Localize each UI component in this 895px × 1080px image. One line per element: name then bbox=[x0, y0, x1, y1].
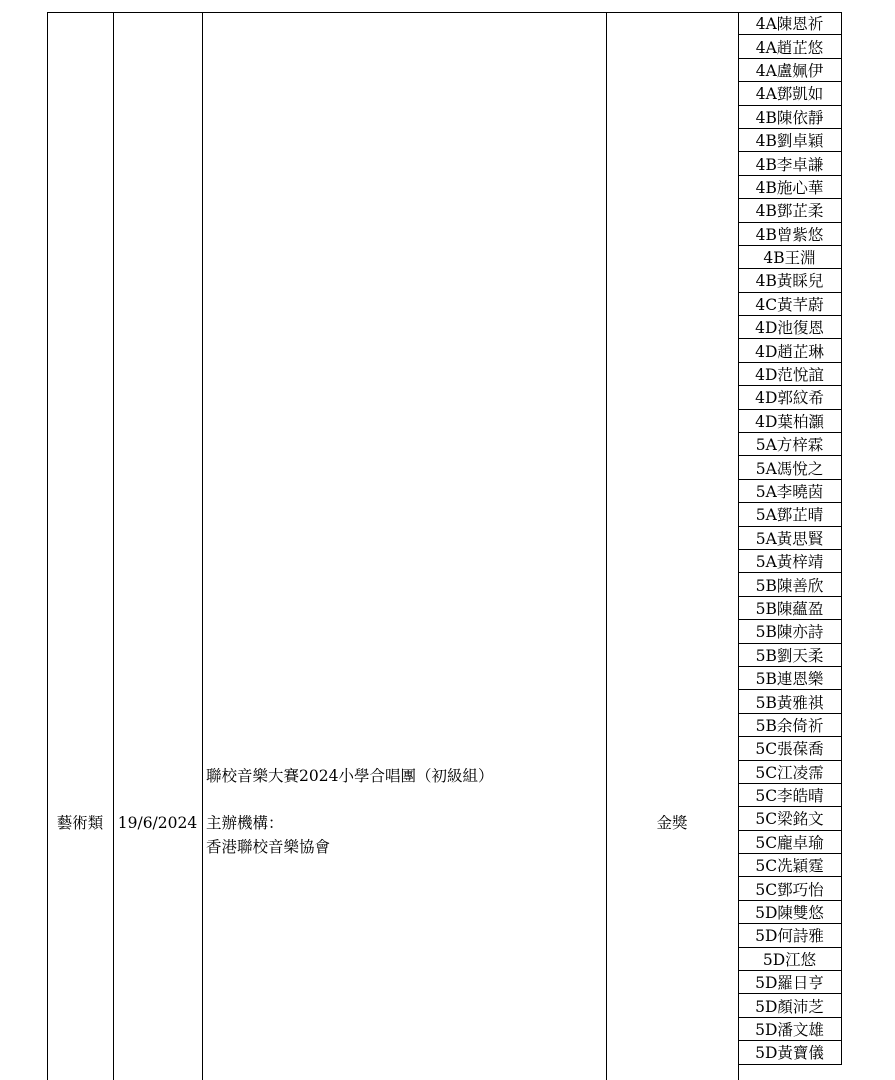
student-list bbox=[738, 12, 842, 1065]
blank-line bbox=[206, 789, 606, 813]
student-name: 5D陳雙悠 bbox=[738, 901, 842, 924]
column-divider-competition bbox=[606, 12, 607, 1080]
student-name: 4B施心華 bbox=[738, 176, 842, 199]
student-name: 4A趙芷悠 bbox=[738, 35, 842, 58]
student-name: 5C張葆喬 bbox=[738, 737, 842, 760]
student-name: 5A李曉茵 bbox=[738, 480, 842, 503]
student-name: 5A鄧芷晴 bbox=[738, 503, 842, 526]
student-name: 4C黃芊蔚 bbox=[738, 293, 842, 316]
student-name: 5C鄧巧怡 bbox=[738, 877, 842, 900]
student-name: 5A黃思賢 bbox=[738, 527, 842, 550]
student-name: 4B王淵 bbox=[738, 246, 842, 269]
student-name: 5D顏沛芝 bbox=[738, 994, 842, 1017]
date-cell: 19/6/2024 bbox=[117, 814, 198, 832]
student-name: 4D范悅誼 bbox=[738, 363, 842, 386]
student-name: 5D黃寶儀 bbox=[738, 1041, 842, 1064]
column-divider-date bbox=[202, 12, 203, 1080]
student-name: 5C龐卓瑜 bbox=[738, 831, 842, 854]
competition-title: 聯校音樂大賽2024小學合唱團（初級組） bbox=[206, 767, 494, 785]
student-name: 4B陳依靜 bbox=[738, 106, 842, 129]
competition-cell bbox=[206, 765, 606, 859]
student-name: 5C江凌霈 bbox=[738, 761, 842, 784]
student-name: 5D何詩雅 bbox=[738, 924, 842, 947]
student-name: 4B李卓謙 bbox=[738, 152, 842, 175]
award-cell: 金獎 bbox=[656, 814, 688, 832]
student-name: 5A方梓霖 bbox=[738, 433, 842, 456]
student-name: 5B余倚祈 bbox=[738, 714, 842, 737]
student-name: 4B曾紫悠 bbox=[738, 223, 842, 246]
student-name: 4B劉卓穎 bbox=[738, 129, 842, 152]
student-name: 4A鄧凱如 bbox=[738, 82, 842, 105]
organizer-name: 香港聯校音樂協會 bbox=[206, 837, 331, 856]
student-name: 4A盧姵伊 bbox=[738, 59, 842, 82]
student-name: 5A黃梓靖 bbox=[738, 550, 842, 573]
category-cell: 藝術類 bbox=[56, 814, 104, 832]
student-name: 5B黃雅祺 bbox=[738, 690, 842, 713]
award-table bbox=[47, 12, 842, 1080]
student-name: 4D葉柏灝 bbox=[738, 410, 842, 433]
student-name: 4B黃睬兒 bbox=[738, 269, 842, 292]
student-name: 5D羅日亨 bbox=[738, 971, 842, 994]
student-name: 4D池復恩 bbox=[738, 316, 842, 339]
table-border-left bbox=[47, 12, 48, 1080]
column-divider-category bbox=[113, 12, 114, 1080]
student-name: 5C冼穎霆 bbox=[738, 854, 842, 877]
student-name: 5B連恩樂 bbox=[738, 667, 842, 690]
student-name: 5B陳蘊盈 bbox=[738, 597, 842, 620]
student-name: 5A馮悅之 bbox=[738, 456, 842, 479]
organizer-label: 主辦機構： bbox=[206, 814, 284, 832]
student-name: 5B劉天柔 bbox=[738, 644, 842, 667]
student-name: 5C李皓晴 bbox=[738, 784, 842, 807]
student-name: 5B陳善欣 bbox=[738, 573, 842, 596]
student-name: 4A陳恩祈 bbox=[738, 12, 842, 35]
student-name: 5D江悠 bbox=[738, 948, 842, 971]
student-name: 4D郭紋希 bbox=[738, 386, 842, 409]
student-name: 4D趙芷琳 bbox=[738, 339, 842, 362]
student-name: 5D潘文雄 bbox=[738, 1018, 842, 1041]
student-name: 4B鄧芷柔 bbox=[738, 199, 842, 222]
student-name: 5B陳亦詩 bbox=[738, 620, 842, 643]
student-name: 5C梁銘文 bbox=[738, 807, 842, 830]
